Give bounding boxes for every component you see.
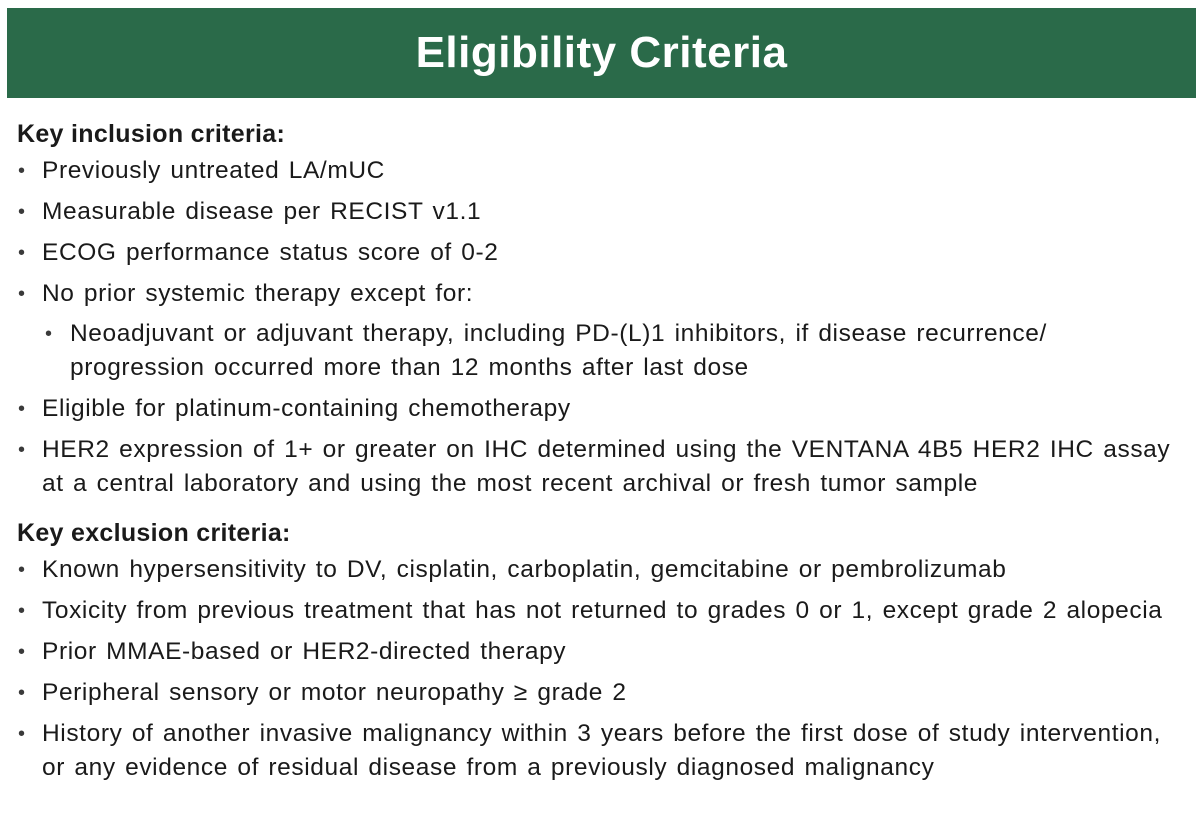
list-item-text: Known hypersensitivity to DV, cisplatin, carboplatin, gemcitabine or pembrolizumab (42, 556, 1007, 583)
list-item-text: History of another invasive malignancy within 3 years before the first dose of study intervention, or any evidence of residual disease from a previously diagnosed malignancy (42, 720, 1162, 781)
list-item-text: Measurable disease per RECIST v1.1 (42, 198, 482, 225)
list-item-text: Previously untreated LA/mUC (42, 157, 385, 184)
exclusion-heading: Key exclusion criteria: (17, 519, 291, 547)
list-item-text: No prior systemic therapy except for: (42, 280, 474, 307)
sub-list-item-text: Neoadjuvant or adjuvant therapy, including PD-(L)1 inhibitors, if disease recurrence/ progression occurred more than 12 months after last dose (70, 320, 1047, 381)
list-item (17, 392, 1187, 426)
list-item (17, 154, 1187, 188)
list-item (17, 277, 1187, 385)
bullet-icon: • (18, 439, 26, 461)
list-item-text: Peripheral sensory or motor neuropathy ≥ grade 2 (42, 679, 627, 706)
inclusion-heading: Key inclusion criteria: (17, 120, 286, 148)
bullet-icon: • (18, 600, 26, 622)
bullet-icon: • (18, 160, 26, 182)
page-title: Eligibility Criteria (415, 28, 788, 77)
list-item (17, 433, 1187, 501)
bullet-icon: • (18, 398, 26, 420)
list-item (17, 594, 1187, 628)
bullet-icon: • (45, 323, 53, 345)
bullet-icon: • (18, 283, 26, 305)
sub-list (42, 317, 1187, 385)
bullet-icon: • (18, 201, 26, 223)
list-item-text: Toxicity from previous treatment that has not returned to grades 0 or 1, except grade 2 alopecia (42, 597, 1163, 624)
exclusion-list (17, 553, 1187, 785)
list-item (17, 553, 1187, 587)
bullet-icon: • (18, 641, 26, 663)
bullet-icon: • (18, 242, 26, 264)
title-bar (7, 8, 1196, 98)
list-item (17, 676, 1187, 710)
bullet-icon: • (18, 723, 26, 745)
bullet-icon: • (18, 682, 26, 704)
list-item-text: HER2 expression of 1+ or greater on IHC determined using the VENTANA 4B5 HER2 IHC assay at a central laboratory and using the most recent archival or fresh tumor sample (42, 436, 1171, 497)
list-item (17, 635, 1187, 669)
bullet-icon: • (18, 559, 26, 581)
list-item-text: Eligible for platinum-containing chemotherapy (42, 395, 571, 422)
slide-content (17, 118, 1187, 792)
list-item (17, 195, 1187, 229)
list-item-text: Prior MMAE-based or HER2-directed therapy (42, 638, 567, 665)
sub-list-item (42, 317, 1187, 385)
list-item (17, 717, 1187, 785)
inclusion-list (17, 154, 1187, 501)
list-item (17, 236, 1187, 270)
list-item-text: ECOG performance status score of 0-2 (42, 239, 499, 266)
